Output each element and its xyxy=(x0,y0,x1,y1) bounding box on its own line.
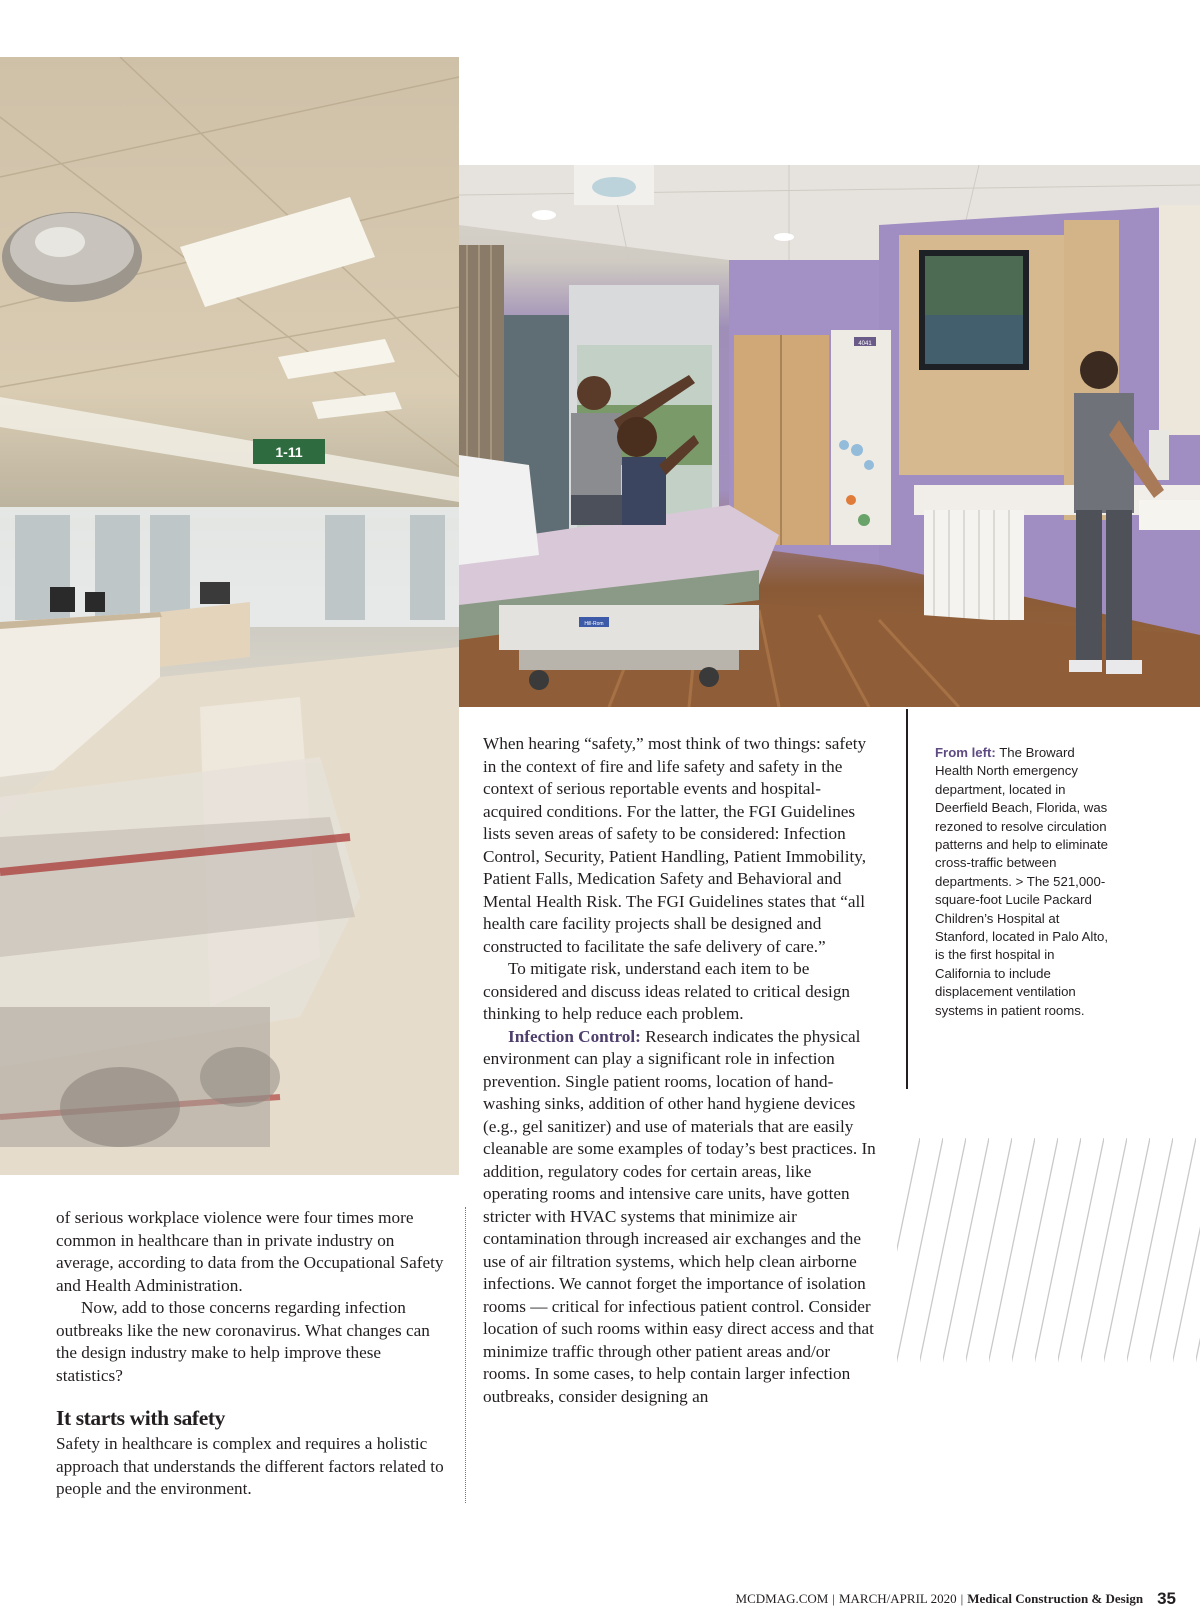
body-paragraph: Safety in healthcare is complex and requires a holistic approach that understands the different factors related to people and the environment. xyxy=(56,1434,444,1498)
photo-caption xyxy=(935,744,1110,1020)
photo-hospital-corridor xyxy=(0,57,459,1175)
body-paragraph-infection-control xyxy=(483,1026,879,1409)
footer-website: MCDMAG.COM xyxy=(735,1591,829,1606)
page-number: 35 xyxy=(1157,1589,1176,1608)
footer-separator: | xyxy=(960,1591,964,1606)
caption-body: The Broward Health North emergency department, located in Deerfield Beach, Florida, was rezoned to resolve circulation patterns and help to eliminate cross-traffic between departments. > The 521,000-square-foot Lucile Packard Children’s Hospital at Stanford, located in Palo Alto, is the first hospital in California to include displacement ventilation systems in patient rooms. xyxy=(935,745,1109,1018)
decorative-hatch-pattern xyxy=(897,1138,1200,1538)
bed-brand-text: Hill-Rom xyxy=(584,621,604,627)
article-column-left xyxy=(56,1207,451,1501)
footer-separator: | xyxy=(832,1591,835,1606)
footer-magazine-name: Medical Construction & Design xyxy=(967,1591,1144,1606)
body-paragraph: When hearing “safety,” most think of two things: safety in the context of fire and life safety and safety in the context of serious reportable events and hospital-acquired conditions. For the latter, the FGI Guidelines lists seven areas of safety to be considered: Infection Control, Security, Patient Handling, Patient Immobility, Patient Falls, Medication Safety and Behavioral and Mental Health Risk. The FGI Guidelines states that “all health care facility projects shall be designed and constructed to facilitate the safe delivery of care.” xyxy=(483,734,867,956)
door-tag-text: 4041 xyxy=(858,341,872,347)
footer-issue: MARCH/APRIL 2020 xyxy=(838,1591,957,1606)
corridor-sign-text: 1-11 xyxy=(275,444,303,460)
caption-divider-rule xyxy=(906,709,908,1089)
body-paragraph: of serious workplace violence were four times more common in healthcare than in private industry on average, according to data from the Occupational Safety and Health Administration. xyxy=(56,1208,444,1295)
corridor-illustration xyxy=(0,57,459,1175)
caption-lead: From left: xyxy=(935,745,996,760)
body-paragraph: To mitigate risk, understand each item to be considered and discuss ideas related to critical design thinking to help reduce each problem. xyxy=(483,959,851,1023)
runin-heading: Infection Control: xyxy=(508,1026,641,1046)
section-subhead: It starts with safety xyxy=(56,1406,225,1430)
body-paragraph: Now, add to those concerns regarding infection outbreaks like the new coronavirus. What changes can the design industry make to help improve these statistics? xyxy=(56,1298,430,1385)
page-footer xyxy=(0,1588,1176,1608)
photo-patient-room xyxy=(459,165,1200,707)
patient-room-illustration xyxy=(459,165,1200,707)
article-column-middle xyxy=(483,733,879,1408)
body-text: Research indicates the physical environment can play a significant role in infection prevention. Single patient rooms, location of hand-washing sinks, addition of other hand hygiene devices (e.g., gel sanitizer) and use of materials that are easily cleanable are some examples of today’s best practices. In addition, regulatory codes for certain areas, like operating rooms and intensive care units, have gotten stricter with HVAC systems that minimize air contamination through increased air exchanges and the use of air filtration systems, which help clean airborne infections. We cannot forget the importance of isolation rooms — critical for infectious patient control. Consider location of such rooms within easy direct access and that minimize traffic through other patient areas and/or rooms. In some cases, to help contain larger infection outbreaks, consider designing an xyxy=(483,1026,876,1406)
column-divider-dotted xyxy=(465,1207,466,1503)
